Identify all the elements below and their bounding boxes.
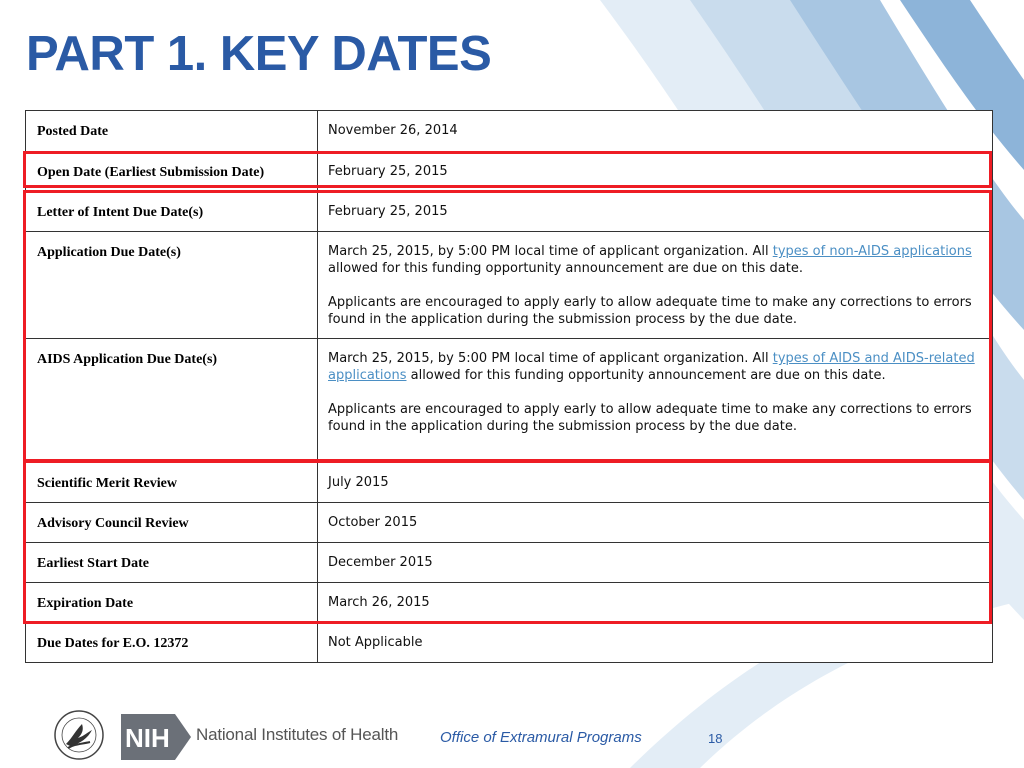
row-label: Letter of Intent Due Date(s) (26, 192, 318, 232)
table-row (26, 503, 993, 543)
row-value: March 26, 2015 (318, 583, 993, 623)
row-label: Open Date (Earliest Submission Date) (26, 152, 318, 192)
table-row (26, 152, 993, 192)
svg-text:NIH: NIH (125, 723, 170, 753)
non-aids-types-link[interactable]: types of non-AIDS applications (772, 244, 972, 259)
hhs-seal-logo (52, 708, 106, 762)
table-row (26, 543, 993, 583)
nih-name: National Institutes of Health (196, 725, 399, 744)
table-row (26, 583, 993, 623)
table-row (26, 339, 993, 463)
table-row (26, 463, 993, 503)
row-value: November 26, 2014 (318, 111, 993, 152)
row-label: Application Due Date(s) (26, 232, 318, 339)
aids-types-link[interactable]: types of AIDS and AIDS-related applications (328, 351, 975, 383)
office-name: Office of Extramural Programs (440, 729, 642, 746)
row-label: Earliest Start Date (26, 543, 318, 583)
row-label: Scientific Merit Review (26, 463, 318, 503)
row-value: March 25, 2015, by 5:00 PM local time of applicant organization. All types of non-AIDS applications allowed for this funding opportunity announcement are due on this date. Applicants are encouraged to apply early to allow adequate time to make any corrections to errors found in the application during the submission process by the due date. (318, 232, 993, 339)
nih-logo (121, 714, 191, 760)
page-number: 18 (708, 731, 723, 746)
row-value: Not Applicable (318, 623, 993, 663)
table-row (26, 192, 993, 232)
table-row (26, 232, 993, 339)
row-label: Due Dates for E.O. 12372 (26, 623, 318, 663)
page-title: PART 1. KEY DATES (26, 27, 492, 81)
table-row (26, 111, 993, 152)
row-value: March 25, 2015, by 5:00 PM local time of applicant organization. All types of AIDS and AIDS-related applications allowed for this funding opportunity announcement are due on this date. Applicants are encouraged to apply early to allow adequate time to make any corrections to errors found in the application during the submission process by the due date. (318, 339, 993, 463)
row-label: Posted Date (26, 111, 318, 152)
row-label: Advisory Council Review (26, 503, 318, 543)
row-label: AIDS Application Due Date(s) (26, 339, 318, 463)
row-value: December 2015 (318, 543, 993, 583)
row-value: February 25, 2015 (318, 192, 993, 232)
row-value: July 2015 (318, 463, 993, 503)
row-label: Expiration Date (26, 583, 318, 623)
row-value: February 25, 2015 (318, 152, 993, 192)
key-dates-table (25, 110, 993, 663)
row-value: October 2015 (318, 503, 993, 543)
table-row (26, 623, 993, 663)
